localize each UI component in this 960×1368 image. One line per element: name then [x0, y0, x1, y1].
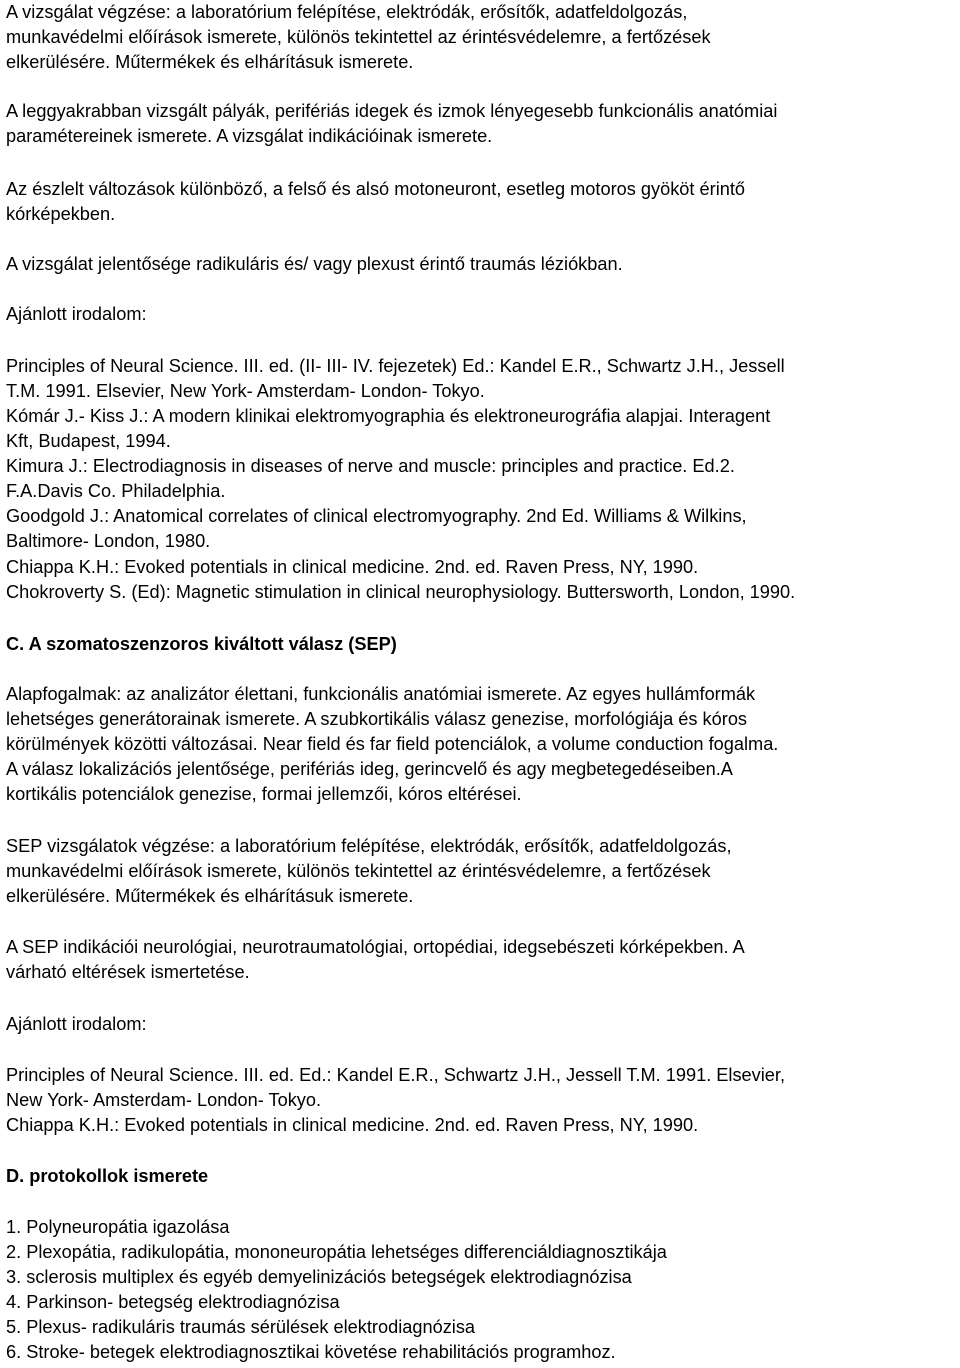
- paragraph-line: A vizsgálat jelentősége radikuláris és/ vagy plexust érintő traumás léziókban.: [6, 254, 623, 274]
- reference-line: Principles of Neural Science. III. ed. Ed.: Kandel E.R., Schwartz J.H., Jessell T.M. 1991. Elsevier,: [6, 1065, 786, 1085]
- paragraph-line: Alapfogalmak: az analizátor élettani, funkcionális anatómiai ismerete. Az egyes hullámformák: [6, 684, 756, 704]
- paragraph-line: lehetséges generátorainak ismerete. A szubkortikális válasz genezise, morfológiája és kóros: [6, 709, 748, 729]
- paragraph-line: várható eltérések ismertetése.: [6, 962, 250, 982]
- paragraph-line: A leggyakrabban vizsgált pályák, perifériás idegek és izmok lényegesebb funkcionális anatómiai: [6, 101, 778, 121]
- reference-line: Chiappa K.H.: Evoked potentials in clinical medicine. 2nd. ed. Raven Press, NY, 1990.: [6, 1115, 699, 1135]
- list-item: 4. Parkinson- betegség elektrodiagnózisa: [6, 1292, 340, 1312]
- list-item: 2. Plexopátia, radikulopátia, mononeuropátia lehetséges differenciáldiagnosztikája: [6, 1242, 667, 1262]
- paragraph-line: paramétereinek ismerete. A vizsgálat indikációinak ismerete.: [6, 126, 493, 146]
- reference-line: Chokroverty S. (Ed): Magnetic stimulation in clinical neurophysiology. Buttersworth, London, 1990.: [6, 582, 796, 602]
- list-item: 1. Polyneuropátia igazolása: [6, 1217, 230, 1237]
- reference-line: T.M. 1991. Elsevier, New York- Amsterdam- London- Tokyo.: [6, 381, 485, 401]
- reference-line: Principles of Neural Science. III. ed. (II- III- IV. fejezetek) Ed.: Kandel E.R., Schwartz J.H., Jessell: [6, 356, 785, 376]
- section-heading: D. protokollok ismerete: [6, 1166, 209, 1186]
- list-item: 3. sclerosis multiplex és egyéb demyelinizációs betegségek elektrodiagnózisa: [6, 1267, 632, 1287]
- paragraph-line: körülmények közötti változásai. Near field és far field potenciálok, a volume conduction fogalma.: [6, 734, 779, 754]
- paragraph-line: A SEP indikációi neurológiai, neurotraumatológiai, ortopédiai, idegsebészeti kórképekben. A: [6, 937, 745, 957]
- paragraph-line: SEP vizsgálatok végzése: a laboratórium felépítése, elektródák, erősítők, adatfeldolgozás,: [6, 836, 732, 856]
- list-item: 6. Stroke- betegek elektrodiagnosztikai követése rehabilitációs programhoz.: [6, 1342, 616, 1362]
- paragraph-line: munkavédelmi előírások ismerete, különös tekintettel az érintésvédelemre, a fertőzések: [6, 861, 711, 881]
- paragraph-line: Az észlelt változások különböző, a felső és alsó motoneuront, esetleg motoros gyököt érintő: [6, 179, 746, 199]
- reference-line: Baltimore- London, 1980.: [6, 531, 211, 551]
- section-heading: C. A szomatoszenzoros kiváltott válasz (SEP): [6, 634, 397, 654]
- section-subheading: Ajánlott irodalom:: [6, 304, 147, 324]
- reference-line: Chiappa K.H.: Evoked potentials in clinical medicine. 2nd. ed. Raven Press, NY, 1990.: [6, 557, 699, 577]
- reference-line: Goodgold J.: Anatomical correlates of clinical electromyography. 2nd Ed. Williams & Wilkins,: [6, 506, 747, 526]
- paragraph-line: elkerülésére. Műtermékek és elhárításuk ismerete.: [6, 886, 414, 906]
- reference-line: Kimura J.: Electrodiagnosis in diseases of nerve and muscle: principles and practice. Ed.2.: [6, 456, 735, 476]
- reference-line: New York- Amsterdam- London- Tokyo.: [6, 1090, 322, 1110]
- reference-line: F.A.Davis Co. Philadelphia.: [6, 481, 226, 501]
- reference-line: Kft, Budapest, 1994.: [6, 431, 171, 451]
- reference-line: Kómár J.- Kiss J.: A modern klinikai elektromyographia és elektroneurográfia alapjai. Interagent: [6, 406, 771, 426]
- paragraph-line: kortikális potenciálok genezise, formai jellemzői, kóros eltérései.: [6, 784, 522, 804]
- section-subheading: Ajánlott irodalom:: [6, 1014, 147, 1034]
- list-item: 5. Plexus- radikuláris traumás sérülések elektrodiagnózisa: [6, 1317, 476, 1337]
- intro-line: munkavédelmi előírások ismerete, különös tekintettel az érintésvédelemre, a fertőzések: [6, 27, 711, 47]
- paragraph-line: kórképekben.: [6, 204, 116, 224]
- intro-line: elkerülésére. Műtermékek és elhárításuk ismerete.: [6, 52, 414, 72]
- paragraph-line: A válasz lokalizációs jelentősége, perifériás ideg, gerincvelő és agy megbetegedéseiben.A: [6, 759, 733, 779]
- intro-line: A vizsgálat végzése: a laboratórium felépítése, elektródák, erősítők, adatfeldolgozás,: [6, 2, 688, 22]
